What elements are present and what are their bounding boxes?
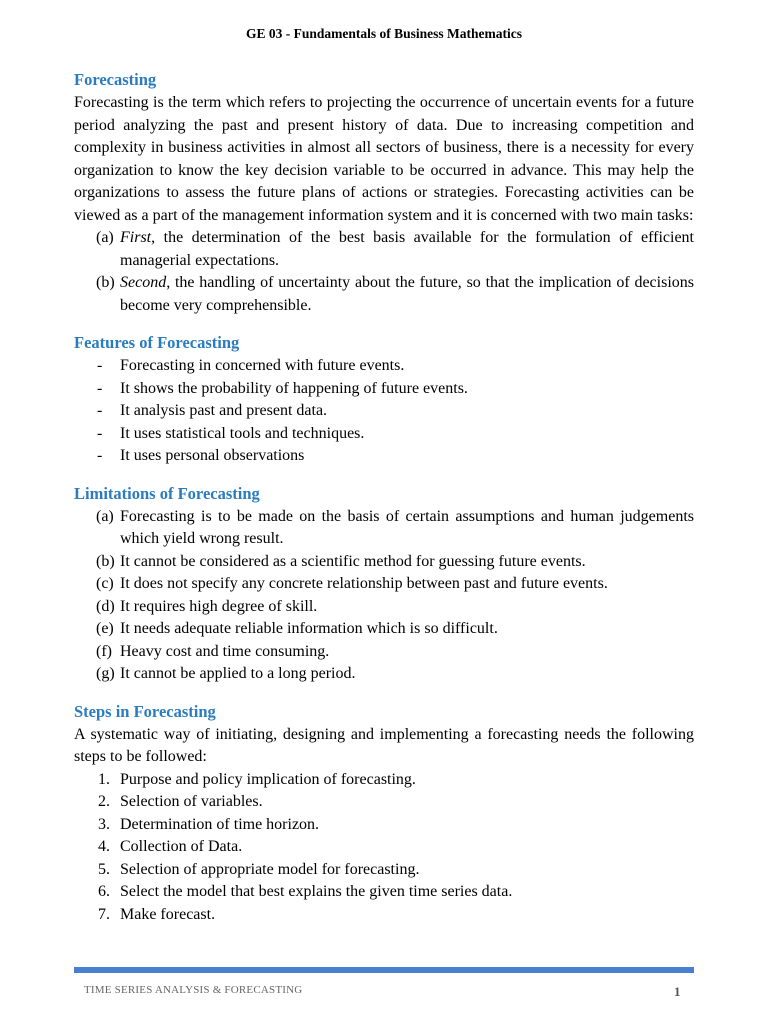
list-marker: -: [97, 357, 103, 374]
list-item: [74, 445, 694, 468]
steps-list: [74, 769, 694, 927]
page-content: [74, 68, 694, 926]
list-marker: 4.: [98, 838, 110, 855]
list-item: [74, 859, 694, 882]
footer-divider-bar: [74, 967, 694, 973]
list-item: [74, 663, 694, 686]
item-text: Purpose and policy implication of forecasting.: [120, 770, 416, 788]
item-text: Select the model that best explains the given time series data.: [120, 883, 513, 900]
forecasting-tasks-list: [74, 227, 694, 317]
list-item: [74, 618, 694, 641]
section-forecasting: [74, 68, 694, 317]
item-text: Collection of Data.: [120, 838, 243, 855]
forecasting-intro: Forecasting is the term which refers to projecting the occurrence of uncertain events for a future period analyzing the past and present history of data. Due to increasing competition and complexity in business activities in almost all sectors of business, there is a necessity for every organization to know the key decision variable to be occurred in advance. This may help the organizations to assess the future plans of actions or strategies. Forecasting activities can be viewed as a part of the management information system and it is concerned with two main tasks:: [74, 94, 694, 224]
task-emphasis: Second: [120, 274, 167, 291]
heading-steps: Steps in Forecasting: [74, 701, 216, 721]
list-item: [74, 881, 694, 904]
item-text: Heavy cost and time consuming.: [120, 642, 330, 660]
heading-limitations: Limitations of Forecasting: [74, 483, 260, 503]
list-item: [74, 400, 694, 423]
list-marker: -: [97, 379, 103, 397]
item-text: It shows the probability of happening of future events.: [120, 379, 468, 397]
section-steps: [74, 700, 694, 927]
features-list: [74, 355, 694, 468]
list-item: [74, 573, 694, 596]
list-marker: 7.: [98, 905, 110, 923]
list-marker: -: [97, 402, 103, 419]
item-text: Selection of variables.: [120, 793, 263, 810]
item-text: Make forecast.: [120, 905, 216, 923]
list-marker: (d): [96, 597, 115, 615]
list-marker: (a): [96, 507, 114, 525]
list-marker: 5.: [98, 860, 110, 878]
list-marker: (b): [96, 274, 115, 291]
task-emphasis: First: [120, 229, 152, 246]
task-text: , the handling of uncertainty about the future, so that the implication of decisions become very comprehensible.: [120, 274, 694, 314]
section-limitations: [74, 482, 694, 686]
list-item: [74, 506, 694, 551]
list-marker: 2.: [98, 793, 110, 810]
item-text: Determination of time horizon.: [120, 815, 320, 833]
page-header: GE 03 - Fundamentals of Business Mathematics: [245, 26, 522, 41]
list-item: [74, 272, 694, 317]
list-marker: (b): [96, 552, 115, 570]
steps-intro: A systematic way of initiating, designing and implementing a forecasting needs the following steps to be followed:: [74, 725, 694, 765]
heading-features: Features of Forecasting: [74, 333, 240, 352]
item-text: It cannot be applied to a long period.: [120, 665, 356, 682]
heading-forecasting: Forecasting: [74, 70, 157, 89]
page-number: 1: [674, 984, 681, 999]
list-marker: -: [97, 447, 103, 464]
item-text: It analysis past and present data.: [120, 402, 328, 419]
list-item: [74, 641, 694, 664]
item-text: It uses statistical tools and techniques.: [120, 424, 365, 442]
list-item: [74, 551, 694, 574]
list-item: [74, 791, 694, 814]
section-features: [74, 331, 694, 468]
list-marker: (g): [96, 665, 115, 682]
list-marker: (e): [96, 620, 114, 637]
list-item: [74, 378, 694, 401]
item-text: It requires high degree of skill.: [120, 597, 318, 615]
item-text: Forecasting is to be made on the basis of certain assumptions and human judgements which yield wrong result.: [120, 507, 694, 547]
list-marker: (a): [96, 229, 114, 246]
list-marker: 1.: [98, 770, 110, 788]
list-marker: (f): [96, 642, 112, 660]
list-item: [74, 227, 694, 272]
list-item: [74, 355, 694, 378]
list-marker: 3.: [98, 815, 110, 833]
item-text: It needs adequate reliable information which is so difficult.: [120, 620, 498, 637]
list-item: [74, 769, 694, 792]
list-item: [74, 904, 694, 927]
footer-title: TIME SERIES ANALYSIS & FORECASTING: [84, 984, 303, 996]
item-text: It does not specify any concrete relationship between past and future events.: [120, 575, 608, 592]
item-text: Selection of appropriate model for forecasting.: [120, 860, 420, 878]
list-item: [74, 814, 694, 837]
list-marker: (c): [96, 575, 114, 592]
list-item: [74, 836, 694, 859]
list-item: [74, 423, 694, 446]
list-marker: -: [97, 424, 103, 442]
limitations-list: [74, 506, 694, 686]
list-marker: 6.: [98, 883, 110, 900]
list-item: [74, 596, 694, 619]
item-text: It cannot be considered as a scientific method for guessing future events.: [120, 552, 586, 570]
task-text: , the determination of the best basis available for the formulation of efficient managerial expectations.: [120, 229, 694, 269]
item-text: Forecasting in concerned with future events.: [120, 357, 405, 374]
item-text: It uses personal observations: [120, 447, 305, 464]
